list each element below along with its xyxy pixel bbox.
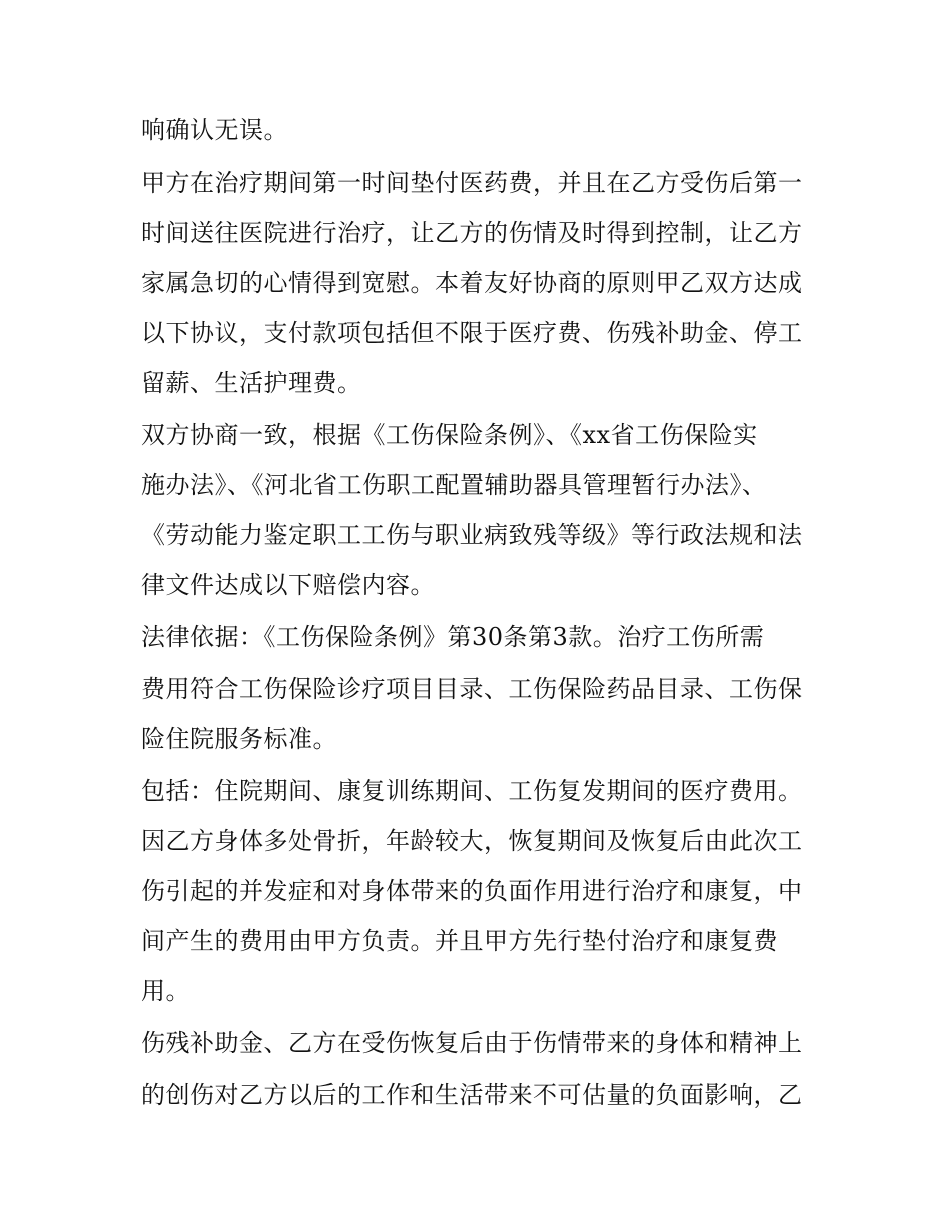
text-line: 留薪、生活护理费。 <box>141 369 362 397</box>
text-line: 法律依据：《工伤保险条例》第30条第3款。治疗工伤所需 <box>141 623 765 651</box>
text-line: 律文件达成以下赔偿内容。 <box>141 571 435 599</box>
text-line: 《劳动能力鉴定职工工伤与职业病致残等级》等行政法规和法 <box>141 521 803 549</box>
text-line: 响确认无误。 <box>141 116 288 144</box>
text-line: 间产生的费用由甲方负责。并且甲方先行垫付治疗和康复费 <box>141 927 778 955</box>
text-line: 险住院服务标准。 <box>141 725 337 753</box>
text-line: 费用符合工伤保险诊疗项目目录、工伤保险药品目录、工伤保 <box>141 675 803 703</box>
text-line: 包括：住院期间、康复训练期间、工伤复发期间的医疗费用。 <box>141 777 803 805</box>
text-line: 以下协议，支付款项包括但不限于医疗费、伤残补助金、停工 <box>141 319 803 347</box>
text-line: 时间送往医院进行治疗，让乙方的伤情及时得到控制，让乙方 <box>141 219 803 247</box>
text-line: 甲方在治疗期间第一时间垫付医药费，并且在乙方受伤后第一 <box>141 169 803 197</box>
text-line: 用。 <box>141 977 190 1005</box>
text-line: 因乙方身体多处骨折，年龄较大，恢复期间及恢复后由此次工 <box>141 827 803 855</box>
text-line: 家属急切的心情得到宽慰。本着友好协商的原则甲乙双方达成 <box>141 269 803 297</box>
text-line: 施办法》、《河北省工伤职工配置辅助器具管理暂行办法》、 <box>141 471 767 499</box>
text-line: 伤引起的并发症和对身体带来的负面作用进行治疗和康复，中 <box>141 877 803 905</box>
text-line: 伤残补助金、乙方在受伤恢复后由于伤情带来的身体和精神上 <box>141 1029 803 1057</box>
text-line: 的创伤对乙方以后的工作和生活带来不可估量的负面影响，乙 <box>141 1081 803 1109</box>
text-line: 双方协商一致，根据《工伤保险条例》、《xx省工伤保险实 <box>141 421 758 449</box>
